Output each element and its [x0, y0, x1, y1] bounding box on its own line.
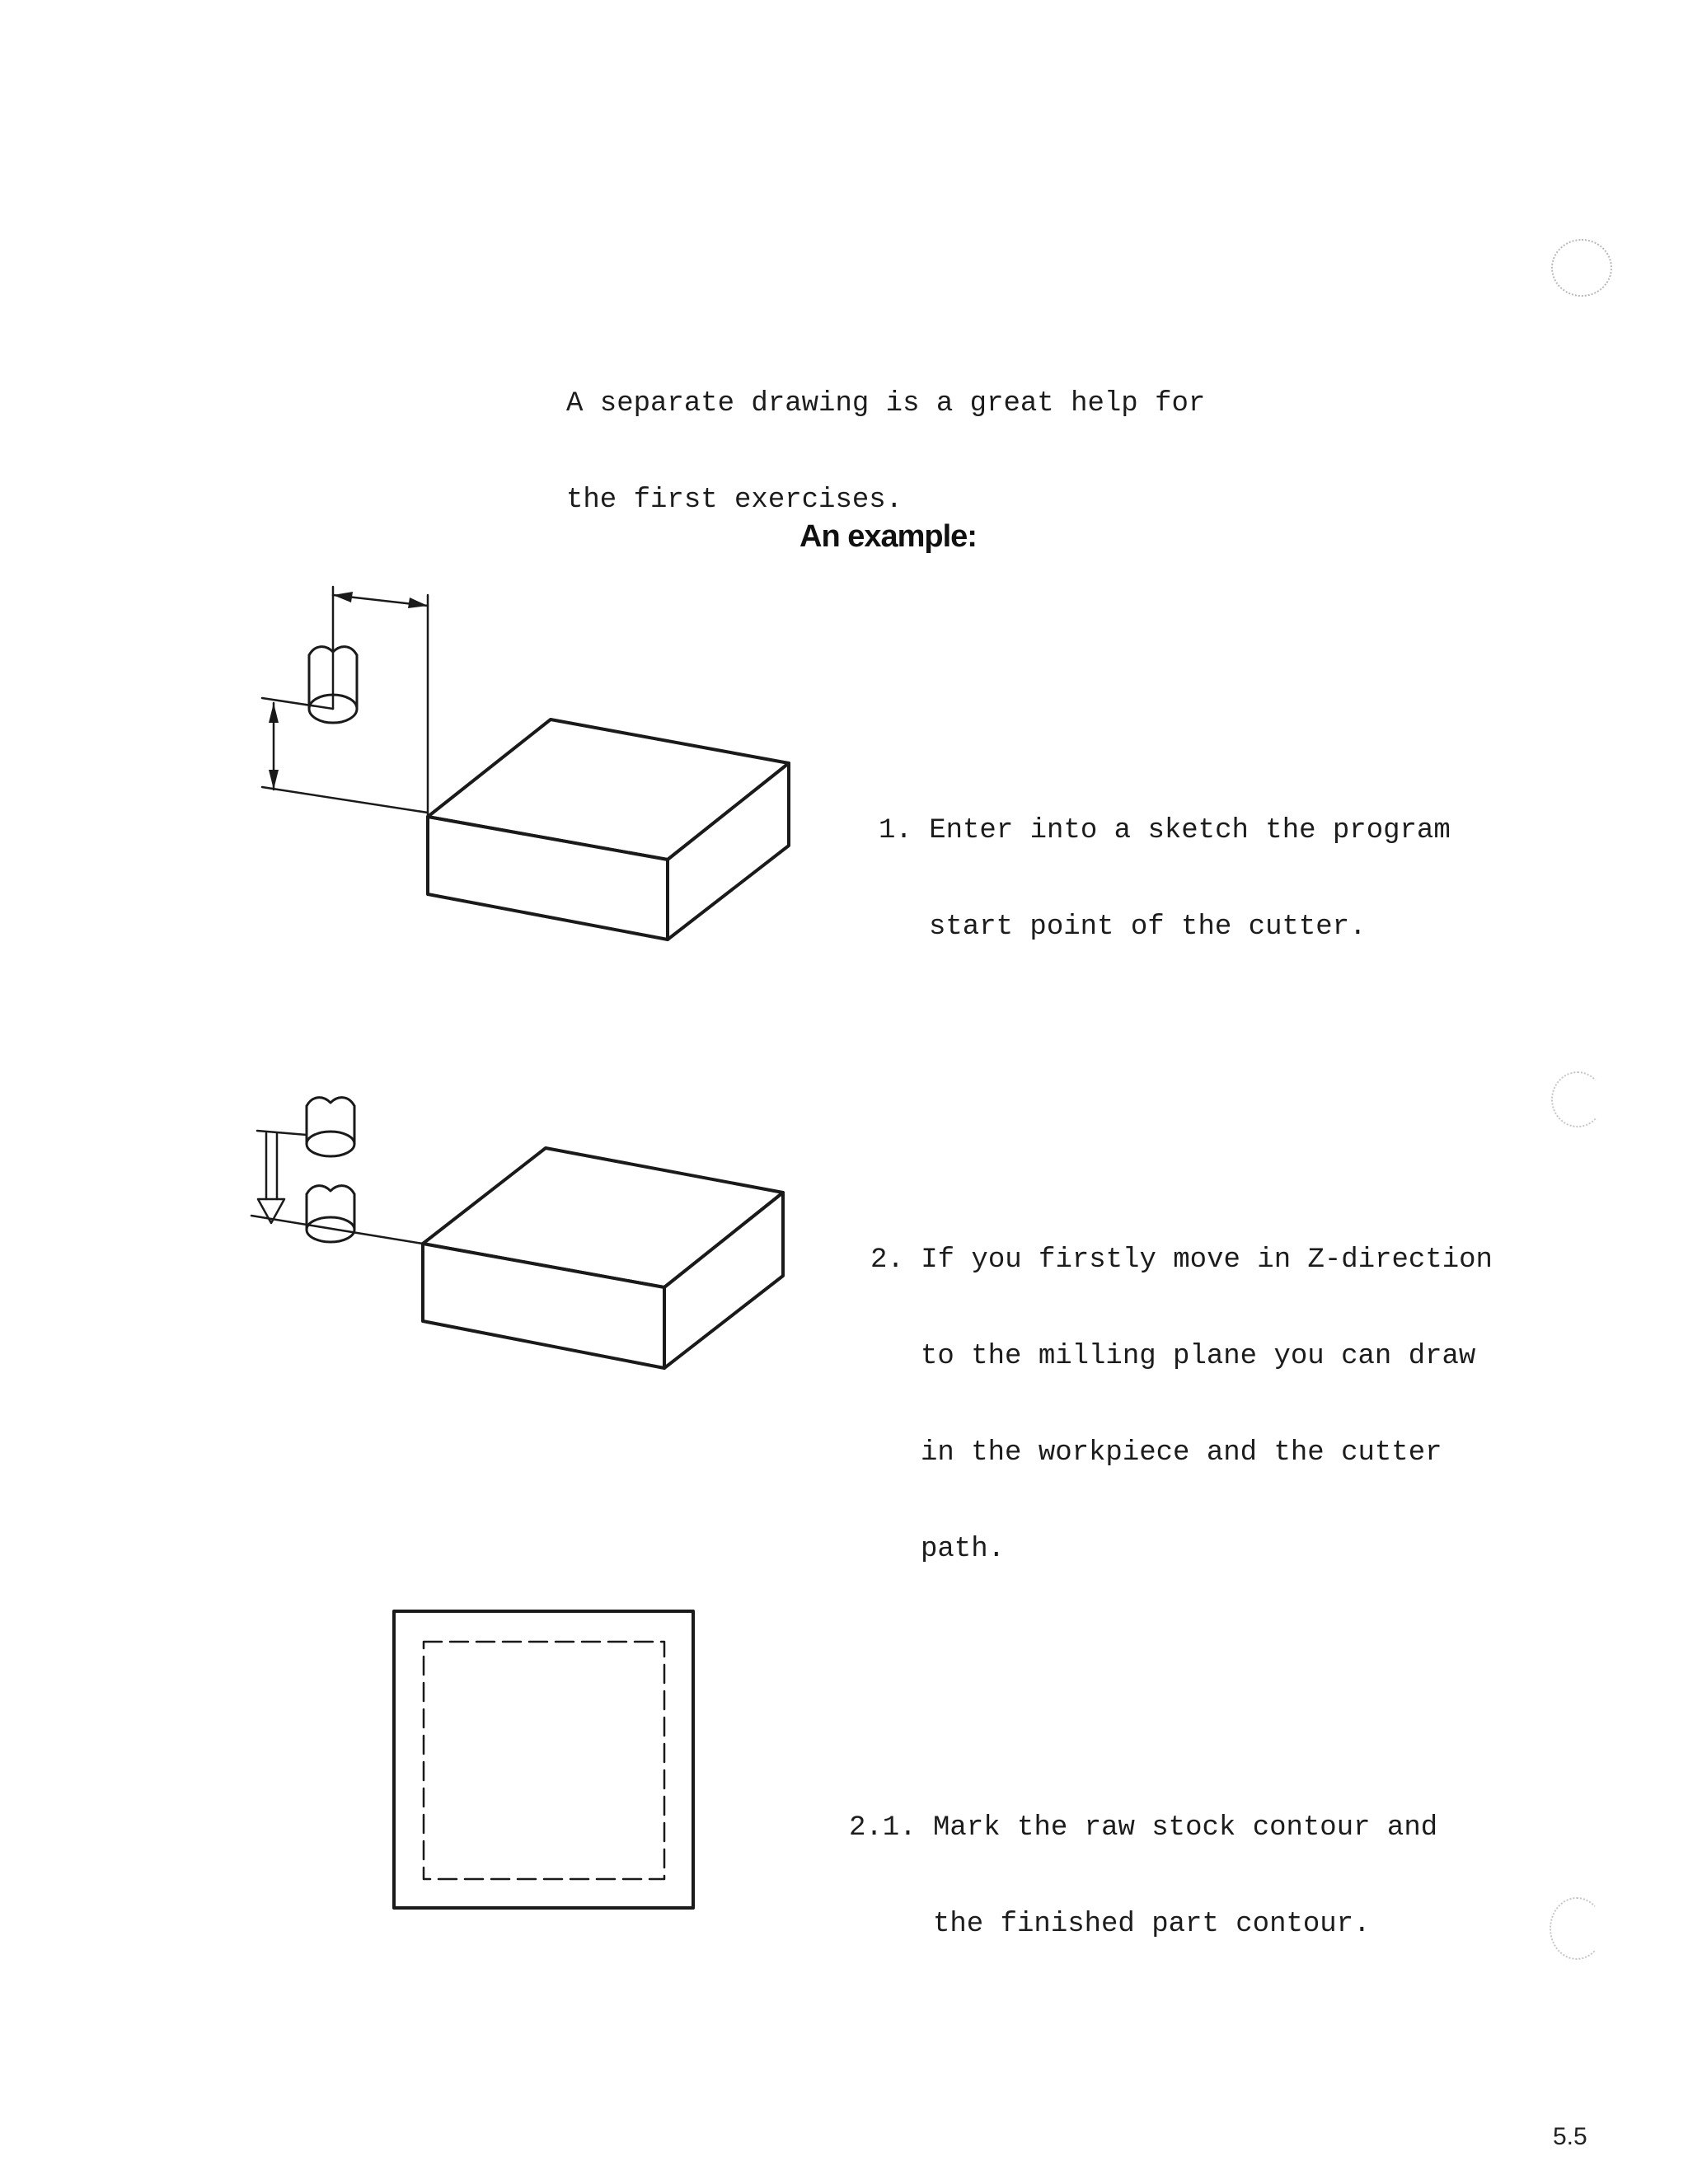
scan-speck-1 [1551, 239, 1612, 297]
page-number: 5.5 [1553, 2123, 1587, 2150]
step-2-line-1: If you firstly move in Z-direction [921, 1244, 1493, 1276]
step-2-1-line-1: Mark the raw stock contour and [933, 1812, 1438, 1844]
step-1-line-2: start point of the cutter. [929, 912, 1367, 943]
step-2-line-3: in the workpiece and the cutter [921, 1437, 1442, 1469]
step-2-1-line-2: the finished part contour. [933, 1909, 1371, 1940]
dimension-z-1 [262, 698, 428, 813]
step-1-number: 1. [879, 815, 912, 846]
cutter-2-upper [307, 1098, 354, 1156]
cutter-2-lower [307, 1186, 354, 1242]
workpiece-block-2 [423, 1148, 783, 1368]
scan-speck-2 [1551, 1071, 1604, 1127]
raw-stock-contour [394, 1611, 693, 1908]
intro-line-1: A separate drawing is a great help for [566, 388, 1206, 419]
dimension-x-1 [333, 587, 428, 817]
intro-line-2: the first exercises. [566, 485, 903, 516]
figure-1-start-point [262, 587, 789, 940]
workpiece-block-1 [428, 719, 789, 940]
figure-3-contours [394, 1611, 693, 1908]
step-1-line-1: Enter into a sketch the program [929, 815, 1451, 846]
step-2-number: 2. [870, 1244, 904, 1276]
scan-speck-3 [1550, 1897, 1604, 1960]
figure-2-z-move [251, 1098, 783, 1368]
step-2-line-2: to the milling plane you can draw [921, 1341, 1476, 1372]
step-2-1-number: 2.1. [849, 1812, 917, 1844]
step-2-line-4: path. [921, 1534, 1006, 1565]
section-heading: An example: [799, 519, 977, 554]
finished-part-contour [424, 1642, 664, 1879]
